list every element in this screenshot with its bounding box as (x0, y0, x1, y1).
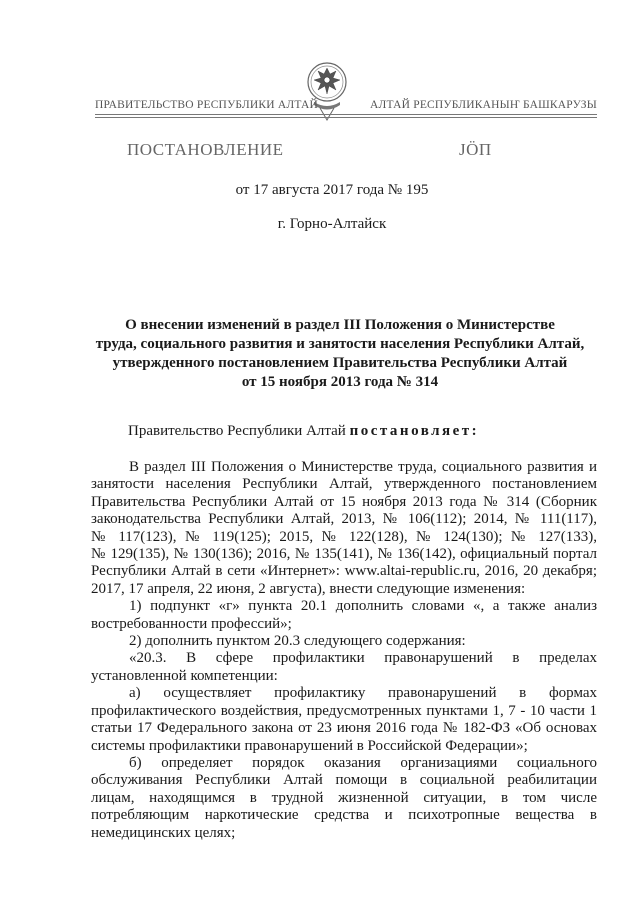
body-text-line: 1) подпункт «г» пункта 20.1 дополнить словами «, а также анализ (129, 598, 597, 615)
body-text-line: профилактического воздействия, предусмотренных пунктами 1, 7 - 10 части 1 (91, 702, 597, 719)
body-text-line: Правительства Республики Алтай от 15 ноября 2013 года № 314 (Сборник (91, 493, 597, 510)
body-text-line: законодательства Республики Алтай, 2013, № 106(112); 2014, № 111(117), (91, 511, 597, 528)
body-text-line: потребляющим наркотические средства и психотропные вещества в (91, 807, 597, 824)
header-divider (95, 114, 597, 115)
body-text-line: занятости населения Республики Алтай, утвержденного постановлением (91, 476, 597, 493)
body-text-line: В раздел III Положения о Министерстве труда, социального развития и (129, 459, 597, 475)
government-name-altai: АЛТАЙ РЕСПУБЛИКАНЫҤ БАШКАРУЗЫ (370, 99, 597, 111)
title-line: от 15 ноября 2013 года № 314 (241, 374, 439, 390)
title-line: труда, социального развития и занятости населения Республики Алтай, (95, 336, 585, 352)
body-text-line: установленной компетенции: (91, 667, 278, 684)
document-type-russian: ПОСТАНОВЛЕНИЕ (127, 140, 284, 159)
resolution-lead: Правительство Республики Алтай (128, 423, 350, 439)
title-line: О внесении изменений в раздел III Положения о Министерстве (125, 317, 555, 333)
title-line: утвержденного постановлением Правительства Республики Алтай (112, 355, 568, 371)
government-name-russian: ПРАВИТЕЛЬСТВО РЕСПУБЛИКИ АЛТАЙ (95, 99, 319, 111)
body-text-line: № 129(135), № 130(136); 2016, № 135(141), № 136(142), официальный портал (91, 546, 597, 563)
body-text-line: 2017, 17 апреля, 22 июня, 2 августа), внести следующие изменения: (91, 580, 526, 597)
body-text-line: системы профилактики правонарушений в Российской Федерации»; (91, 737, 528, 754)
resolution-verb: постановляет: (349, 423, 480, 439)
header-divider-second (95, 117, 597, 118)
document-city: г. Горно-Алтайск (277, 216, 387, 232)
body-text-line: № 117(123), № 119(125); 2015, № 122(128), № 124(130); № 127(133), (91, 528, 597, 545)
body-text-line: а) осуществляет профилактику правонарушений в формах (129, 685, 597, 702)
document-title (80, 316, 600, 392)
document-body (91, 459, 597, 842)
resolution-statement (128, 423, 479, 440)
document-type-altai: ЈӦП (459, 140, 492, 159)
body-text-line: б) определяет порядок оказания организациями социального (129, 754, 597, 771)
body-text-line: 2) дополнить пунктом 20.3 следующего содержания: (129, 633, 466, 650)
document-date: от 17 августа 2017 года № 195 (235, 182, 429, 198)
altai-coat-of-arms-icon (306, 58, 348, 122)
body-text-line: «20.3. В сфере профилактики правонарушений в пределах (129, 650, 597, 667)
body-text-line: обслуживания Республики Алтай помощи в социальной реабилитации (91, 772, 597, 789)
body-text-line: статьи 17 Федерального закона от 23 июня 2016 года № 182-ФЗ «Об основах (91, 720, 597, 737)
body-text-line: Республики Алтай в сети «Интернет»: www.altai-republic.ru, 2016, 20 декабря; (91, 563, 597, 580)
body-text-line: немедицинских целях; (91, 824, 236, 841)
body-text-line: востребованности профессий»; (91, 615, 292, 632)
body-text-line: лицам, находящимся в трудной жизненной ситуации, в том числе (91, 789, 597, 806)
